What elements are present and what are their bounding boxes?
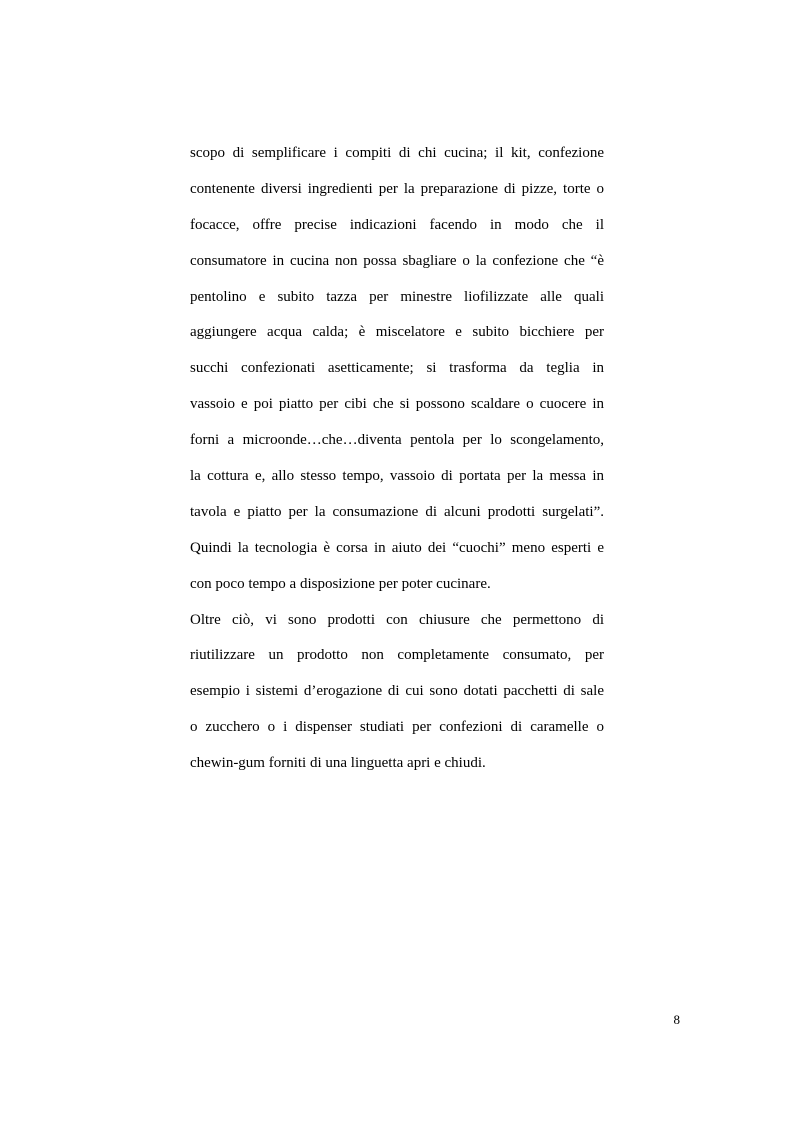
text-line: con poco tempo a disposizione per poter cucinare. (190, 575, 491, 592)
page-number: 8 (673, 1012, 680, 1027)
text-line: vassoio e poi piatto per cibi che si possono scaldare o cuocere in (190, 396, 604, 413)
body-text (190, 136, 604, 782)
text-line: succhi confezionati asetticamente; si trasforma da teglia in (190, 360, 604, 377)
text-line: contenente diversi ingredienti per la preparazione di pizze, torte o (190, 180, 604, 197)
text-line: tavola e piatto per la consumazione di alcuni prodotti surgelati”. (190, 503, 604, 520)
text-line: scopo di semplificare i compiti di chi cucina; il kit, confezione (190, 145, 604, 161)
text-line: pentolino e subito tazza per minestre liofilizzate alle quali (190, 288, 604, 305)
text-line: la cottura e, allo stesso tempo, vassoio di portata per la messa in (190, 468, 604, 485)
text-line: riutilizzare un prodotto non completamente consumato, per (190, 647, 604, 664)
text-line: chewin-gum forniti di una linguetta apri e chiudi. (190, 755, 486, 772)
text-line: aggiungere acqua calda; è miscelatore e subito bicchiere per (190, 324, 604, 341)
text-line: Oltre ciò, vi sono prodotti con chiusure che permettono di (190, 611, 604, 628)
text-line: forni a microonde…che…diventa pentola per lo scongelamento, (190, 432, 604, 449)
text-line: focacce, offre precise indicazioni facendo in modo che il (190, 216, 604, 233)
text-line: esempio i sistemi d’erogazione di cui sono dotati pacchetti di sale (190, 683, 604, 700)
text-line: consumatore in cucina non possa sbagliare o la confezione che “è (190, 252, 604, 269)
text-line: Quindi la tecnologia è corsa in aiuto dei “cuochi” meno esperti e (190, 539, 604, 556)
text-line: o zucchero o i dispenser studiati per confezioni di caramelle o (190, 719, 604, 736)
